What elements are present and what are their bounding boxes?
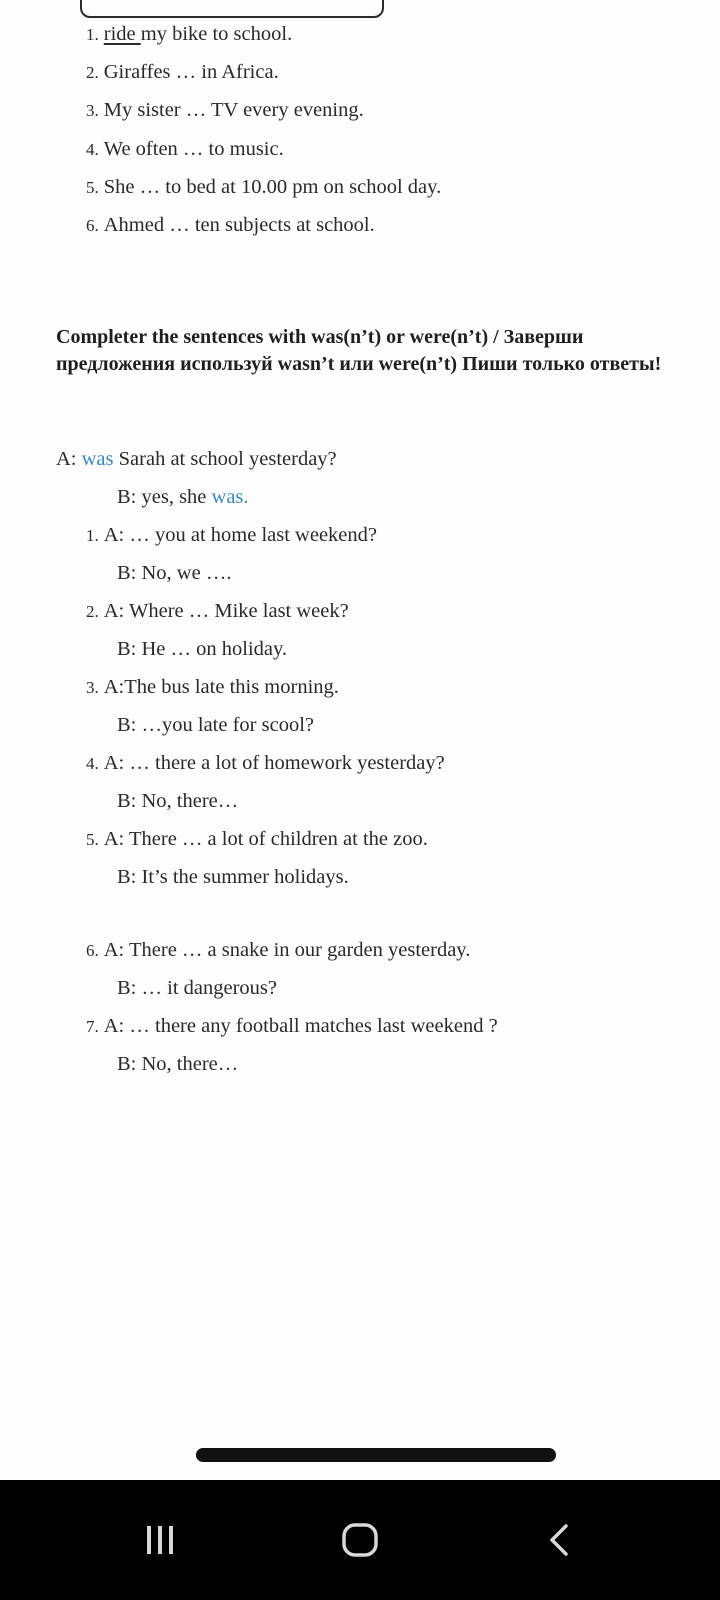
exercise2-response: B: He … on holiday. [117,638,288,660]
example-answer: was. [211,486,249,508]
filled-answer: ride [103,23,141,45]
exercise1-item: 6. Ahmed … ten subjects at school. [86,214,375,236]
example-response: B: yes, she was. [117,486,249,508]
exercise2-response: B: No, there… [117,790,239,812]
home-icon [340,1520,380,1560]
exercise1-item: 3. My sister … TV every evening. [86,99,364,121]
exercise1-item: 4. We often … to music. [86,138,284,160]
home-gesture-bar[interactable] [196,1448,556,1462]
exercise2-question: 3. A:The bus late this morning. [86,676,339,698]
exercise2-question: 2. A: Where … Mike last week? [86,600,349,622]
recent-apps-icon [140,1520,180,1560]
exercise2-question: 4. A: … there a lot of homework yesterday? [86,752,445,774]
exercise1-item: 2. Giraffes … in Africa. [86,61,279,83]
exercise2-question: 1. A: … you at home last weekend? [86,524,378,546]
exercise2-response: B: No, there… [117,1053,239,1075]
example-answer: was [81,448,114,470]
exercise2-instruction: Completer the sentences with was(n’t) or were(n’t) / Заверши предложения используй wasn’t или were(n’t) Пиши только ответы! [56,326,662,375]
exercise2-response: B: It’s the summer holidays. [117,866,349,888]
exercise2-response: B: …you late for scool? [117,714,314,736]
exercise2-question: 7. A: … there any football matches last weekend ? [86,1015,498,1037]
recent-apps-button[interactable] [100,1480,220,1600]
exercise2-question: 6. A: There … a snake in our garden yesterday. [86,939,471,961]
exercise2-response: B: No, we …. [117,562,232,584]
exercise1-item: 5. She … to bed at 10.00 pm on school day. [86,176,442,198]
exercise2-question: 5. A: There … a lot of children at the zoo. [86,828,428,850]
exercise2-response: B: … it dangerous? [117,977,277,999]
home-button[interactable] [300,1480,420,1600]
navigation-bar [0,1480,720,1600]
example-question: A: was Sarah at school yesterday? [56,448,337,470]
answer-box-frame [80,0,384,18]
exercise1-item: 1. ride my bike to school. [86,23,293,45]
back-icon [540,1520,580,1560]
back-button[interactable] [500,1480,620,1600]
